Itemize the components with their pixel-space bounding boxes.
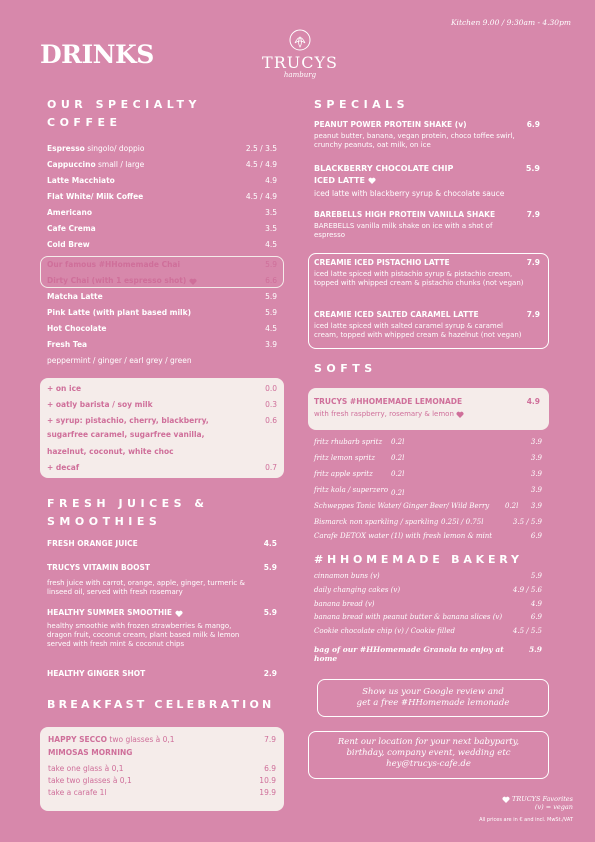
- lemonade-desc-text: with fresh raspberry, rosemary & lemon: [314, 410, 454, 418]
- coffee-name: Pink Latte (with plant based milk): [47, 308, 192, 317]
- bakery-label: cinnamon buns (v): [314, 572, 380, 580]
- addon-price: 0.0: [265, 384, 277, 393]
- coffee-price: 3.5: [265, 224, 277, 233]
- soft-price: 3.9: [530, 470, 542, 478]
- brand-name: TRUCYS: [262, 53, 338, 72]
- soft-price: 3.9: [530, 502, 542, 510]
- addon-item: [47, 416, 277, 425]
- orange-juice-price: 4.5: [263, 539, 277, 548]
- bakery-title: #HHOMEMADE BAKERY: [314, 553, 523, 566]
- rent-email[interactable]: hey@trucys-cafe.de: [386, 759, 471, 769]
- vitamin-desc-1: fresh juice with carrot, orange, apple, ginger, turmeric &: [47, 579, 245, 587]
- vegan-legend: (v) = vegan: [534, 803, 573, 811]
- soft-label: Bismarck non sparkling / sparkling: [314, 518, 439, 526]
- mimosa-label: take a carafe 1l: [48, 788, 107, 797]
- ginger-row: [47, 669, 277, 678]
- heart-icon: [189, 278, 197, 285]
- blackberry-name1: BLACKBERRY CHOCOLATE CHIP: [314, 164, 454, 173]
- juices-title-line2: SMOOTHIES: [47, 515, 162, 528]
- soft-label: Schweppes Tonic Water/ Ginger Beer/ Wild Berry: [314, 502, 490, 510]
- soft-item: [314, 454, 542, 463]
- secco-row: [48, 735, 276, 744]
- coffee-name: Cafe Crema: [47, 224, 96, 233]
- coffee-price: 6.6: [265, 276, 277, 285]
- peanut-desc: [314, 132, 515, 150]
- bakery-item: [314, 586, 542, 595]
- soft-size-text: 0.25l / 0.75l: [441, 518, 484, 526]
- peanut-desc-1: peanut butter, banana, vegan protein, choco toffee swirl,: [314, 132, 515, 140]
- addon-price: 0.6: [265, 416, 277, 425]
- coffee-name: Cappuccino: [47, 160, 96, 169]
- coffee-price: 5.9: [265, 260, 277, 269]
- peanut-name: PEANUT POWER PROTEIN SHAKE (v): [314, 120, 467, 129]
- mimosa-price: 19.9: [259, 788, 276, 797]
- barebells-desc-2: espresso: [314, 231, 346, 239]
- lemonade-price: 4.9: [526, 397, 540, 406]
- caramel-price: 7.9: [526, 310, 540, 319]
- soft-price: 6.9: [530, 532, 542, 540]
- addon-label: + syrup: pistachio, cherry, blackberry,: [47, 416, 209, 425]
- addon-price: 0.3: [265, 400, 277, 409]
- summer-desc-2: dragon fruit, coconut cream, plant based milk & lemon: [47, 631, 240, 639]
- soft-size-text: 0.2l: [391, 454, 405, 462]
- ginger-name: HEALTHY GINGER SHOT: [47, 669, 146, 678]
- bakery-label: daily changing cakes (v): [314, 586, 401, 594]
- coffee-item: [47, 260, 277, 269]
- coffee-name: Espresso: [47, 144, 85, 153]
- juices-title-line1: FRESH JUICES &: [47, 497, 209, 510]
- peanut-row: [314, 120, 540, 129]
- barebells-desc: [314, 222, 492, 240]
- coffee-name: Flat White/ Milk Coffee: [47, 192, 144, 201]
- soft-size: [391, 438, 404, 447]
- coffee-item: [47, 192, 277, 201]
- coffee-price: 4.9: [265, 176, 277, 185]
- coffee-price: 4.5: [265, 324, 277, 333]
- price-note: All prices are in € and incl. MwSt./VAT: [479, 817, 573, 823]
- peanut-desc-2: crunchy peanuts, oat milk, on ice: [314, 141, 431, 149]
- softs-title: SOFTS: [314, 362, 377, 375]
- rent-line1: Rent our location for your next babyparty,: [337, 737, 520, 747]
- coffee-name: Our famous #HHomemade Chai: [47, 260, 181, 269]
- blackberry-row: [314, 164, 540, 173]
- coffee-name: Americano: [47, 208, 92, 217]
- coffee-price: 4.5 / 4.9: [245, 192, 277, 201]
- addon-label: + oatly barista / soy milk: [47, 400, 153, 409]
- pistachio-price: 7.9: [526, 258, 540, 267]
- blackberry-price: 5.9: [525, 164, 540, 173]
- brand-sub: hamburg: [283, 71, 317, 79]
- vitamin-price: 5.9: [263, 563, 277, 572]
- coffee-name: Cold Brew: [47, 240, 90, 249]
- soft-label: Carafe DETOX water (1l) with fresh lemon & mint: [314, 532, 493, 540]
- coffee-extra: small / large: [95, 160, 145, 169]
- soft-size-text: 0.2l: [391, 470, 405, 478]
- coffee-item: [47, 160, 277, 169]
- breakfast-title: BREAKFAST CELEBRATION: [47, 698, 275, 711]
- summer-desc-3: served with fresh mint & coconut chips: [47, 640, 185, 648]
- mimosa-row: [48, 748, 276, 757]
- bakery-price: 4.9: [530, 600, 542, 608]
- summer-desc: [47, 622, 239, 649]
- caramel-row: [314, 310, 540, 319]
- blackberry-desc: iced latte with blackberry syrup & chocolate sauce: [314, 189, 505, 198]
- vitamin-desc: [47, 579, 245, 597]
- specialty-title-line2: COFFEE: [47, 116, 122, 129]
- vitamin-name: TRUCYS VITAMIN BOOST: [47, 563, 150, 572]
- mimosa-item: [48, 764, 276, 773]
- vitamin-row: [47, 563, 277, 572]
- soft-label: fritz rhubarb spritz: [314, 438, 383, 446]
- soft-size-text: 0.2l: [391, 438, 405, 446]
- rent-box: [308, 731, 549, 779]
- mimosa-label: take one glass à 0,1: [48, 764, 124, 773]
- coffee-price: 5.9: [265, 308, 277, 317]
- footer-legend: [502, 795, 573, 811]
- soft-price: 3.9: [530, 454, 542, 462]
- soft-size: [441, 518, 483, 527]
- summer-price: 5.9: [263, 608, 277, 617]
- lemonade-box: [308, 388, 549, 430]
- coffee-price: 3.9: [265, 340, 277, 349]
- breakfast-box: [40, 727, 284, 811]
- specials-title: SPECIALS: [314, 98, 410, 111]
- secco-name: HAPPY SECCO: [48, 735, 108, 744]
- pistachio-desc: [314, 270, 524, 288]
- soft-item: [314, 470, 542, 479]
- bakery-item: [314, 600, 542, 609]
- mimosa-label: take two glasses à 0,1: [48, 776, 132, 785]
- addon-item: [47, 384, 277, 393]
- secco-price: 7.9: [264, 735, 276, 744]
- soft-label: fritz lemon spritz: [314, 454, 376, 462]
- bakery-label: banana bread with peanut butter & banana slices (v): [314, 613, 503, 621]
- soft-price: 3.5 / 5.9: [512, 518, 542, 526]
- granola-row: [314, 645, 542, 663]
- mimosa-price: 6.9: [264, 764, 276, 773]
- soft-size-text: 0.2l: [391, 489, 405, 497]
- juices-title: [47, 495, 209, 531]
- coffee-name: Dirty Chai (with 1 espresso shot): [47, 276, 187, 285]
- logo-rose-icon: [250, 28, 350, 56]
- granola-label: bag of our #HHomemade Granola to enjoy at home: [314, 645, 504, 663]
- barebells-name: BAREBELLS HIGH PROTEIN VANILLA SHAKE: [314, 210, 496, 219]
- coffee-item: [47, 292, 277, 301]
- coffee-item: [47, 340, 277, 349]
- summer-name: HEALTHY SUMMER SMOOTHIE: [47, 608, 173, 617]
- soft-size: [391, 470, 404, 479]
- soft-item: [314, 438, 542, 447]
- mimosa-item: [48, 776, 276, 785]
- bakery-price: 4.9 / 5.6: [512, 586, 542, 594]
- page-title: DRINKS: [40, 40, 154, 69]
- addon-item: [47, 447, 277, 456]
- secco-extra: two glasses à 0,1: [107, 735, 175, 744]
- granola-price: 5.9: [528, 645, 542, 654]
- addon-label: + on ice: [47, 384, 82, 393]
- summer-row: [47, 608, 277, 617]
- coffee-price: 4.5: [265, 240, 277, 249]
- kitchen-hours: Kitchen 9.00 / 9:30am - 4.30pm: [450, 18, 571, 27]
- vitamin-desc-2: linseed oil, served with fresh rosemary: [47, 588, 183, 596]
- caramel-desc-1: iced latte spiced with salted caramel syrup & caramel: [314, 322, 503, 330]
- bakery-price: 6.9: [530, 613, 542, 621]
- bakery-price: 4.5 / 5.5: [512, 627, 542, 635]
- coffee-name: Fresh Tea: [47, 340, 88, 349]
- coffee-price: 5.9: [265, 292, 277, 301]
- tea-note-text: peppermint / ginger / earl grey / green: [47, 356, 192, 365]
- addon-label: + decaf: [47, 463, 80, 472]
- addon-item: [47, 400, 277, 409]
- pistachio-desc-1: iced latte spiced with pistachio syrup & pistachio cream,: [314, 270, 513, 278]
- specialty-title: [47, 96, 201, 132]
- soft-size-text: 0.2l: [505, 502, 519, 510]
- heart-icon: [175, 610, 183, 617]
- ginger-price: 2.9: [263, 669, 277, 678]
- heart-icon: [502, 796, 510, 803]
- bakery-price: 5.9: [530, 572, 542, 580]
- coffee-extra: singolo/ doppio: [84, 144, 145, 153]
- barebells-desc-1: BAREBELLS vanilla milk shake on ice with a shot of: [314, 222, 493, 230]
- soft-item: [314, 532, 542, 541]
- coffee-price: 2.5 / 3.5: [245, 144, 277, 153]
- specialty-title-line1: OUR SPECIALTY: [47, 98, 201, 111]
- coffee-item: [47, 324, 277, 333]
- coffee-item: [47, 144, 277, 153]
- blackberry-row2: [314, 176, 376, 185]
- soft-price: 3.9: [530, 486, 542, 494]
- bakery-item: [314, 627, 542, 636]
- mimosa-item: [48, 788, 276, 797]
- tea-note: [47, 356, 277, 365]
- soft-item: [314, 518, 542, 527]
- peanut-price: 6.9: [526, 120, 540, 129]
- bakery-label: Cookie chocolate chip (v) / Cookie filled: [314, 627, 456, 635]
- soft-size: [391, 489, 404, 498]
- pistachio-row: [314, 258, 540, 267]
- heart-icon: [368, 177, 376, 184]
- coffee-name: Hot Chocolate: [47, 324, 107, 333]
- coffee-name: Latte Macchiato: [47, 176, 115, 185]
- coffee-price: 3.5: [265, 208, 277, 217]
- bakery-item: [314, 572, 542, 581]
- addon-item: [47, 463, 277, 472]
- heart-icon: [456, 411, 464, 418]
- google-line1: Show us your Google review and: [362, 687, 504, 697]
- barebells-row: [314, 210, 540, 219]
- bakery-label: banana bread (v): [314, 600, 375, 608]
- soft-price: 3.9: [530, 438, 542, 446]
- coffee-name: Matcha Latte: [47, 292, 103, 301]
- mimosa-title: MIMOSAS MORNING: [48, 748, 133, 757]
- rent-line2: birthday, company event, wedding etc: [346, 748, 511, 758]
- pistachio-desc-2: topped with whipped cream & pistachio chunks (not vegan): [314, 279, 524, 287]
- summer-desc-1: healthy smoothie with frozen strawberries & mango,: [47, 622, 232, 630]
- orange-juice-name: FRESH ORANGE JUICE: [47, 539, 138, 548]
- lemonade-name: TRUCYS #HHOMEMADE LEMONADE: [314, 397, 463, 406]
- soft-label: fritz apple spritz: [314, 470, 373, 478]
- coffee-item: [47, 308, 277, 317]
- lemonade-desc: [314, 410, 464, 419]
- google-line2: get a free #HHomemade lemonade: [356, 698, 510, 708]
- mimosa-price: 10.9: [259, 776, 276, 785]
- caramel-name: CREAMIE ICED SALTED CARAMEL LATTE: [314, 310, 479, 319]
- coffee-item: [47, 224, 277, 233]
- soft-size: [505, 502, 518, 511]
- lemonade-row: [314, 397, 540, 406]
- pistachio-name: CREAMIE ICED PISTACHIO LATTE: [314, 258, 450, 267]
- blackberry-name2: ICED LATTE: [314, 176, 365, 185]
- soft-label: fritz kola / superzero: [314, 486, 389, 494]
- addon-item: [47, 430, 277, 439]
- bakery-item: [314, 613, 542, 622]
- addon-label: hazelnut, coconut, white choc: [47, 447, 174, 456]
- caramel-desc: [314, 322, 522, 340]
- coffee-item: [47, 208, 277, 217]
- addon-label: sugarfree caramel, sugarfree vanilla,: [47, 430, 205, 439]
- orange-juice-row: [47, 539, 277, 548]
- barebells-price: 7.9: [526, 210, 540, 219]
- favorites-legend: TRUCYS Favorites: [511, 795, 573, 803]
- soft-item: [314, 486, 542, 495]
- brand-logo: [250, 28, 350, 79]
- coffee-item: [47, 276, 277, 285]
- google-review-box: [317, 679, 549, 717]
- soft-size: [391, 454, 404, 463]
- coffee-item: [47, 176, 277, 185]
- coffee-price: 4.5 / 4.9: [245, 160, 277, 169]
- coffee-item: [47, 240, 277, 249]
- caramel-desc-2: cream, topped with whipped cream & hazelnut (not vegan): [314, 331, 522, 339]
- addon-price: 0.7: [265, 463, 277, 472]
